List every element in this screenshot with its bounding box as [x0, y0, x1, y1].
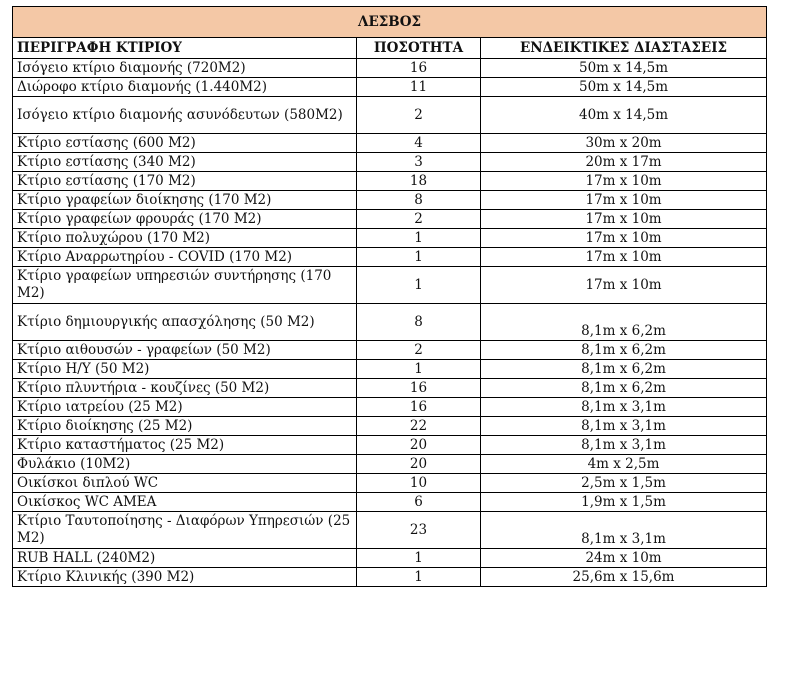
building-dimensions: 8,1m x 6,2m	[481, 379, 767, 398]
building-dimensions: 30m x 20m	[481, 134, 767, 153]
building-quantity: 16	[357, 59, 481, 78]
building-description: Κτίριο πλυντήρια - κουζίνες (50 Μ2)	[13, 379, 357, 398]
building-dimensions: 8,1m x 3,1m	[481, 436, 767, 455]
table-row	[13, 493, 767, 512]
building-quantity: 1	[357, 568, 481, 587]
building-description: Οικίσκος WC ΑΜΕΑ	[13, 493, 357, 512]
building-description: Κτίριο Η/Υ (50 Μ2)	[13, 360, 357, 379]
table-row	[13, 172, 767, 191]
building-dimensions: 25,6m x 15,6m	[481, 568, 767, 587]
building-dimensions: 8,1m x 3,1m	[481, 417, 767, 436]
table-row	[13, 436, 767, 455]
building-description: Ισόγειο κτίριο διαμονής (720Μ2)	[13, 59, 357, 78]
building-dimensions: 8,1m x 6,2m	[481, 360, 767, 379]
building-quantity: 2	[357, 210, 481, 229]
building-description: Κτίριο εστίασης (600 Μ2)	[13, 134, 357, 153]
building-description: Κτίριο Ταυτοποίησης - Διαφόρων Υπηρεσιών (25 Μ2)	[13, 512, 357, 549]
building-description: Κτίριο δημιουργικής απασχόλησης (50 Μ2)	[13, 304, 357, 341]
building-quantity: 10	[357, 474, 481, 493]
building-dimensions: 20m x 17m	[481, 153, 767, 172]
building-dimensions: 2,5m x 1,5m	[481, 474, 767, 493]
building-description: Κτίριο γραφείων φρουράς (170 Μ2)	[13, 210, 357, 229]
building-quantity: 8	[357, 304, 481, 341]
building-quantity: 2	[357, 97, 481, 134]
building-dimensions: 17m x 10m	[481, 248, 767, 267]
building-quantity: 11	[357, 78, 481, 97]
building-dimensions: 17m x 10m	[481, 229, 767, 248]
building-quantity: 16	[357, 398, 481, 417]
table-row	[13, 474, 767, 493]
building-quantity: 1	[357, 229, 481, 248]
column-header-dimensions: ΕΝΔΕΙΚΤΙΚΕΣ ΔΙΑΣΤΑΣΕΙΣ	[481, 38, 767, 59]
table-row	[13, 229, 767, 248]
building-description: Κτίριο εστίασης (170 Μ2)	[13, 172, 357, 191]
building-quantity: 4	[357, 134, 481, 153]
table-row	[13, 59, 767, 78]
building-dimensions: 17m x 10m	[481, 267, 767, 304]
building-dimensions: 17m x 10m	[481, 210, 767, 229]
building-quantity: 1	[357, 267, 481, 304]
building-description: Κτίριο εστίασης (340 Μ2)	[13, 153, 357, 172]
building-description: Κτίριο καταστήματος (25 Μ2)	[13, 436, 357, 455]
building-dimensions: 17m x 10m	[481, 191, 767, 210]
building-description: Κτίριο ιατρείου (25 Μ2)	[13, 398, 357, 417]
table-title-row	[13, 7, 767, 38]
table-row	[13, 417, 767, 436]
table-row	[13, 78, 767, 97]
building-dimensions: 1,9m x 1,5m	[481, 493, 767, 512]
building-quantity: 2	[357, 341, 481, 360]
building-quantity: 6	[357, 493, 481, 512]
building-quantity: 1	[357, 360, 481, 379]
building-quantity: 1	[357, 248, 481, 267]
building-description: RUB HALL (240Μ2)	[13, 549, 357, 568]
table-row	[13, 568, 767, 587]
building-description: Οικίσκοι διπλού WC	[13, 474, 357, 493]
table-row	[13, 549, 767, 568]
building-dimensions: 50m x 14,5m	[481, 78, 767, 97]
building-dimensions: 8,1m x 3,1m	[481, 512, 767, 549]
table-row	[13, 267, 767, 304]
building-quantity: 23	[357, 512, 481, 549]
building-quantity: 18	[357, 172, 481, 191]
table-row	[13, 191, 767, 210]
table-row	[13, 455, 767, 474]
table-row	[13, 210, 767, 229]
building-description: Κτίριο Κλινικής (390 Μ2)	[13, 568, 357, 587]
building-dimensions: 8,1m x 6,2m	[481, 304, 767, 341]
table-row	[13, 153, 767, 172]
building-description: Κτίριο πολυχώρου (170 Μ2)	[13, 229, 357, 248]
table-row	[13, 360, 767, 379]
building-quantity: 1	[357, 549, 481, 568]
building-dimensions: 4m x 2,5m	[481, 455, 767, 474]
building-dimensions: 8,1m x 3,1m	[481, 398, 767, 417]
table-row	[13, 97, 767, 134]
building-dimensions: 24m x 10m	[481, 549, 767, 568]
column-header-description: ΠΕΡΙΓΡΑΦΗ ΚΤΙΡΙΟΥ	[13, 38, 357, 59]
table-row	[13, 134, 767, 153]
building-description: Φυλάκιο (10Μ2)	[13, 455, 357, 474]
building-description: Διώροφο κτίριο διαμονής (1.440Μ2)	[13, 78, 357, 97]
building-description: Κτίριο γραφείων υπηρεσιών συντήρησης (170 Μ2)	[13, 267, 357, 304]
table-row	[13, 379, 767, 398]
table-header-row	[13, 38, 767, 59]
building-dimensions: 17m x 10m	[481, 172, 767, 191]
building-description: Κτίριο διοίκησης (25 Μ2)	[13, 417, 357, 436]
building-description: Κτίριο Αναρρωτηρίου - COVID (170 Μ2)	[13, 248, 357, 267]
building-dimensions: 8,1m x 6,2m	[481, 341, 767, 360]
table-row	[13, 248, 767, 267]
building-dimensions: 50m x 14,5m	[481, 59, 767, 78]
buildings-table	[12, 6, 767, 587]
table-row	[13, 398, 767, 417]
building-quantity: 8	[357, 191, 481, 210]
table-row	[13, 341, 767, 360]
building-description: Κτίριο γραφείων διοίκησης (170 Μ2)	[13, 191, 357, 210]
building-quantity: 22	[357, 417, 481, 436]
building-quantity: 20	[357, 436, 481, 455]
building-dimensions: 40m x 14,5m	[481, 97, 767, 134]
building-description: Κτίριο αιθουσών - γραφείων (50 Μ2)	[13, 341, 357, 360]
table-row	[13, 304, 767, 341]
building-description: Ισόγειο κτίριο διαμονής ασυνόδευτων (580Μ2)	[13, 97, 357, 134]
table-row	[13, 512, 767, 549]
building-quantity: 3	[357, 153, 481, 172]
table-body	[13, 59, 767, 587]
table-title: ΛΕΣΒΟΣ	[13, 7, 767, 38]
building-quantity: 16	[357, 379, 481, 398]
column-header-quantity: ΠΟΣΟΤΗΤΑ	[357, 38, 481, 59]
building-quantity: 20	[357, 455, 481, 474]
